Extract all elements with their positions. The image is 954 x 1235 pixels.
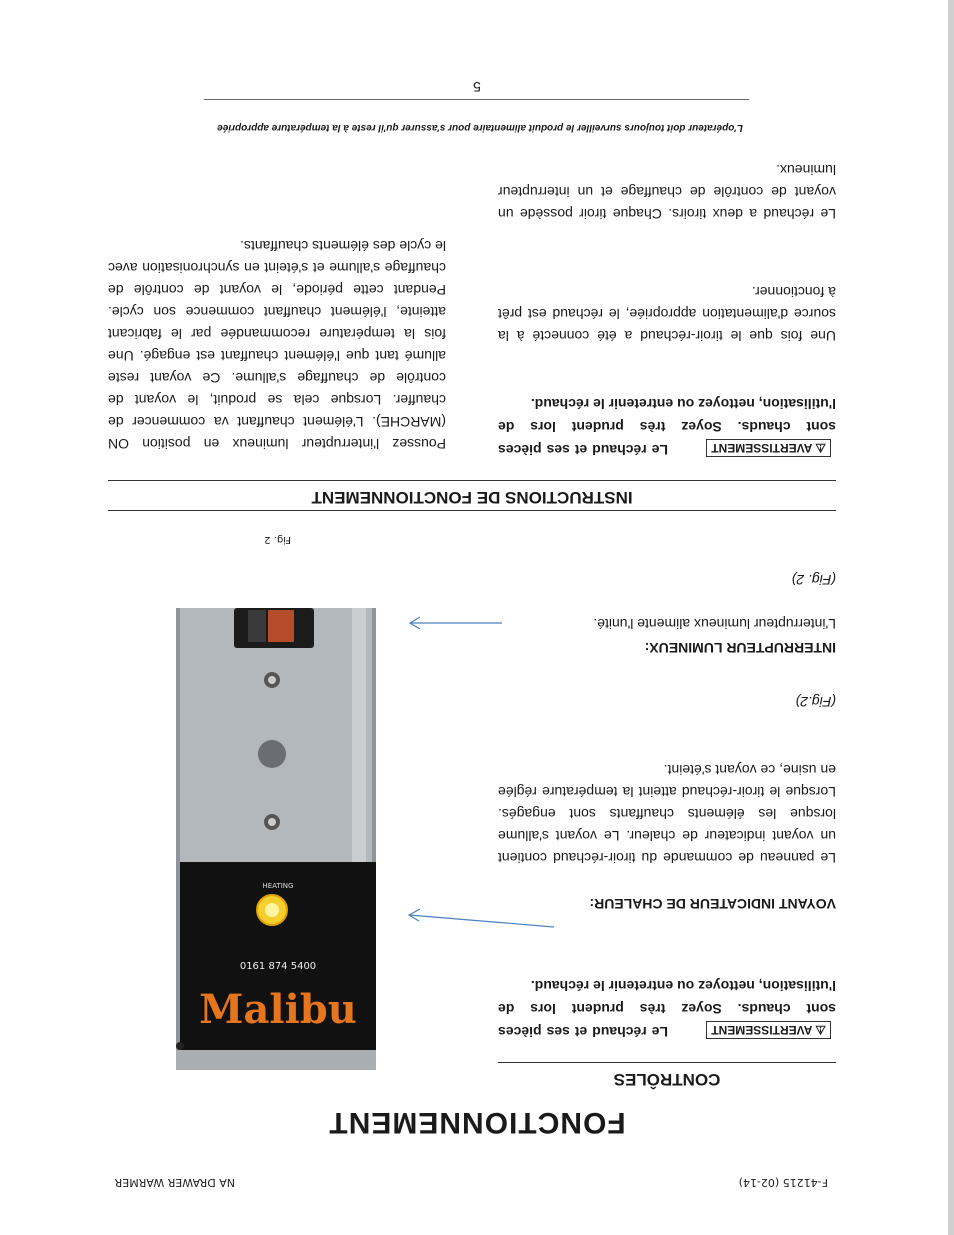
figure-label: Fig. 2 xyxy=(264,534,291,545)
instructions-warning-text: Le réchaud et ses pièces sont chauds. Soyez très prudent lors de l'utilisation, nettoyez ou entretenir le réchaud. xyxy=(498,396,836,458)
arrow-to-heating-light xyxy=(404,895,554,935)
knob-hole xyxy=(258,740,286,768)
warning-badge: ⚠ AVERTISSEMENT xyxy=(706,1021,831,1039)
divider xyxy=(108,510,836,511)
control-panel-photo xyxy=(176,608,376,1070)
footer-rule xyxy=(204,99,749,100)
brand-logo: Malibu xyxy=(199,986,357,1033)
heat-indicator-heading: VOYANT INDICATEUR DE CHALEUR: xyxy=(589,896,836,912)
heat-indicator-text: Le panneau de commande du tiroir-réchaud contient un voyant indicateur de chaleur. Le voyant s'allume lorsque les éléments chauffants sont engagés. Lorsque le tiroir-réchaud atteint la température réglée en usine, ce voyant s'éteint. xyxy=(498,762,836,866)
controls-heading: CONTRÔLES xyxy=(613,1070,721,1089)
instructions-heading: INSTRUCTIONS DE FONCTIONNEMENT xyxy=(311,488,633,507)
switch-text: L'interrupteur lumineux alimente l'unité. xyxy=(593,616,836,632)
divider xyxy=(498,1062,836,1063)
arrow-to-switch xyxy=(402,611,502,635)
heat-fig-ref: (Fig.2) xyxy=(795,694,836,710)
divider xyxy=(108,480,836,481)
instructions-para-1: Une fois que le tiroir-réchaud a été connecté à la source d'alimentation appropriée, le réchaud est prêt à fonctionner. xyxy=(498,284,836,344)
controls-warning-text: Le réchaud et ses pièces sont chauds. Soyez très prudent lors de l'utilisation, nettoyez ou entretenir le réchaud. xyxy=(498,978,836,1040)
switch-fig-ref: (Fig. 2) xyxy=(791,572,836,588)
scan-edge xyxy=(948,0,954,1235)
operator-note: L'opérateur doit toujours surveiller le produit alimentaire pour s'assurer qu'il reste à la température appropriée xyxy=(217,122,743,133)
doc-code: F-41215 (02-14) xyxy=(738,1176,828,1189)
instructions-para-2: Le réchaud a deux tiroirs. Chaque tiroir possède un voyant de contrôle de chauffage et un interrupteur lumineux. xyxy=(498,162,836,222)
warning-badge: ⚠ AVERTISSEMENT xyxy=(706,439,831,457)
page-title: FONCTIONNEMENT xyxy=(328,1106,626,1139)
brand-phone: 0161 874 5400 xyxy=(239,961,317,972)
page-number: 5 xyxy=(473,79,481,95)
product-name: NA DRAWER WARMER xyxy=(114,1176,235,1189)
instructions-para-3: Poussez l'interrupteur lumineux en position ON (MARCHE). L'élément chauffant va commencer de chauffer. Lorsque cela se produit, le voyant de contrôle de chauffage s'allume. Ce voyant reste allumé tant que l'élément chauffant est engagé. Une fois la température recommandée par le fabricant atteinte, l'élément chauffant commence son cycle. Pendant cette période, le voyant de contrôle de chauffage s'allume et s'éteint en synchronisation avec le cycle des éléments chauffants. xyxy=(108,238,446,452)
heating-label: HEATING xyxy=(262,882,294,890)
switch-heading: INTERRUPTEUR LUMINEUX: xyxy=(644,640,836,656)
